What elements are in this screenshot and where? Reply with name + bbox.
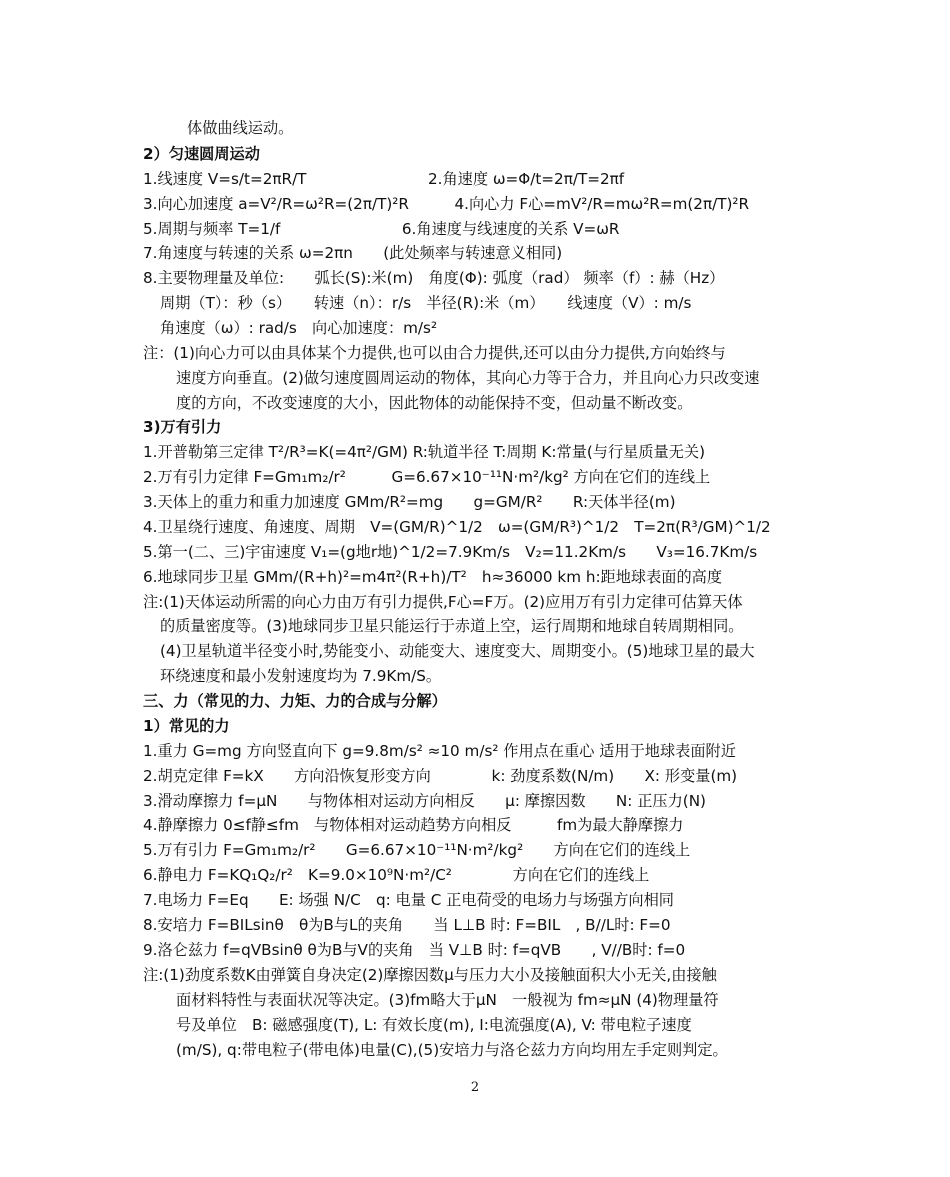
text-line: 体做曲线运动。 <box>187 119 294 137</box>
text-line: 6.地球同步卫星 GMm/(R+h)²=m4π²(R+h)/T² h≈36000 km h:距地球表面的高度 <box>143 568 723 586</box>
text-line: 9.洛仑兹力 f=qVBsinθ θ为B与V的夹角 当 V⊥B 时: f=qVB , V//B时: f=0 <box>143 941 686 959</box>
section-heading: 2）匀速圆周运动 <box>143 145 260 163</box>
text-line: 4.卫星绕行速度、角速度、周期 V=(GM/R)^1/2 ω=(GM/R³)^1/2 T=2π(R³/GM)^1/2 <box>143 518 771 536</box>
text-line: 度的方向，不改变速度的大小，因此物体的动能保持不变，但动量不断改变。 <box>176 394 693 412</box>
text-line: 2.胡克定律 F=kX 方向沿恢复形变方向 k: 劲度系数(N/m) X: 形变量(m) <box>143 767 738 785</box>
text-line: 4.静摩擦力 0≤f静≤fm 与物体相对运动趋势方向相反 fm为最大静摩擦力 <box>143 816 684 834</box>
text-line: 2.万有引力定律 F=Gm₁m₂/r² G=6.67×10⁻¹¹N·m²/kg² 方向在它们的连线上 <box>143 468 711 486</box>
text-line: 周期（T）：秒（s） 转速（n）：r/s 半径(R):米（m） 线速度（V）: m/s <box>160 294 692 312</box>
section-heading: 1）常见的力 <box>143 717 230 735</box>
text-line: 6.静电力 F=KQ₁Q₂/r² K=9.0×10⁹N·m²/C² 方向在它们的连线上 <box>143 866 650 884</box>
text-line: 7.角速度与转速的关系 ω=2πn (此处频率与转速意义相同) <box>143 244 563 262</box>
text-line: 的质量密度等。(3)地球同步卫星只能运行于赤道上空，运行周期和地球自转周期相同。 <box>160 617 744 635</box>
text-line: 8.主要物理量及单位: 弧长(S):米(m) 角度(Φ): 弧度（rad） 频率（f）: 赫（Hz） <box>143 269 725 287</box>
text-line: 3.天体上的重力和重力加速度 GMm/R²=mg g=GM/R² R:天体半径(m) <box>143 493 676 511</box>
text-line: 面材料特性与表面状况等决定。(3)fm略大于μN 一般视为 fm≈μN (4)物理量符 <box>176 991 719 1009</box>
text-line: 8.安培力 F=BILsinθ θ为B与L的夹角 当 L⊥B 时: F=BIL , B//L时: F=0 <box>143 916 671 934</box>
text-line: 5.第一(二、三)宇宙速度 V₁=(g地r地)^1/2=7.9Km/s V₂=11.2Km/s V₃=16.7Km/s <box>143 543 758 561</box>
text-line: (m/S), q:带电粒子(带电体)电量(C),(5)安培力与洛仑兹力方向均用左手定则判定。 <box>176 1041 728 1059</box>
section-heading: 三、力（常见的力、力矩、力的合成与分解） <box>143 692 447 710</box>
text-line: 环绕速度和最小发射速度均为 7.9Km/S。 <box>160 667 442 685</box>
text-line: 1.重力 G=mg 方向竖直向下 g=9.8m/s² ≈10 m/s² 作用点在重心 适用于地球表面附近 <box>143 742 736 760</box>
text-line: 号及单位 B: 磁感强度(T), L: 有效长度(m), I:电流强度(A), V: 带电粒子速度 <box>176 1016 692 1034</box>
text-line: 7.电场力 F=Eq E: 场强 N/C q: 电量 C 正电荷受的电场力与场强方向相同 <box>143 891 674 909</box>
text-line: 3.滑动摩擦力 f=μN 与物体相对运动方向相反 μ: 摩擦因数 N: 正压力(N) <box>143 792 706 810</box>
text-line: 注:(1)天体运动所需的向心力由万有引力提供,F心=F万。(2)应用万有引力定律可估算天体 <box>143 593 743 611</box>
text-line: 5.万有引力 F=Gm₁m₂/r² G=6.67×10⁻¹¹N·m²/kg² 方向在它们的连线上 <box>143 841 691 859</box>
text-line: 注：(1)向心力可以由具体某个力提供,也可以由合力提供,还可以由分力提供,方向始终与 <box>143 344 726 362</box>
text-line: 角速度（ω）: rad/s 向心加速度：m/s² <box>160 319 438 337</box>
text-line: 1.开普勒第三定律 T²/R³=K(=4π²/GM) R:轨道半径 T:周期 K:常量(与行星质量无关) <box>143 443 706 461</box>
page-number: 2 <box>470 1080 480 1095</box>
text-line: 5.周期与频率 T=1/f 6.角速度与线速度的关系 V=ωR <box>143 220 620 238</box>
text-line: 3.向心加速度 a=V²/R=ω²R=(2π/T)²R 4.向心力 F心=mV²/R=mω²R=m(2π/T)²R <box>143 195 750 213</box>
text-line: 速度方向垂直。(2)做匀速度圆周运动的物体，其向心力等于合力，并且向心力只改变速 <box>176 369 760 387</box>
text-line: 注:(1)劲度系数K由弹簧自身决定(2)摩擦因数μ与压力大小及接触面积大小无关,由接触 <box>143 966 717 984</box>
section-heading: 3)万有引力 <box>143 418 222 436</box>
text-line: 1.线速度 V=s/t=2πR/T 2.角速度 ω=Φ/t=2π/T=2πf <box>143 170 625 188</box>
text-line: (4)卫星轨道半径变小时,势能变小、动能变大、速度变大、周期变小。(5)地球卫星的最大 <box>160 642 755 660</box>
